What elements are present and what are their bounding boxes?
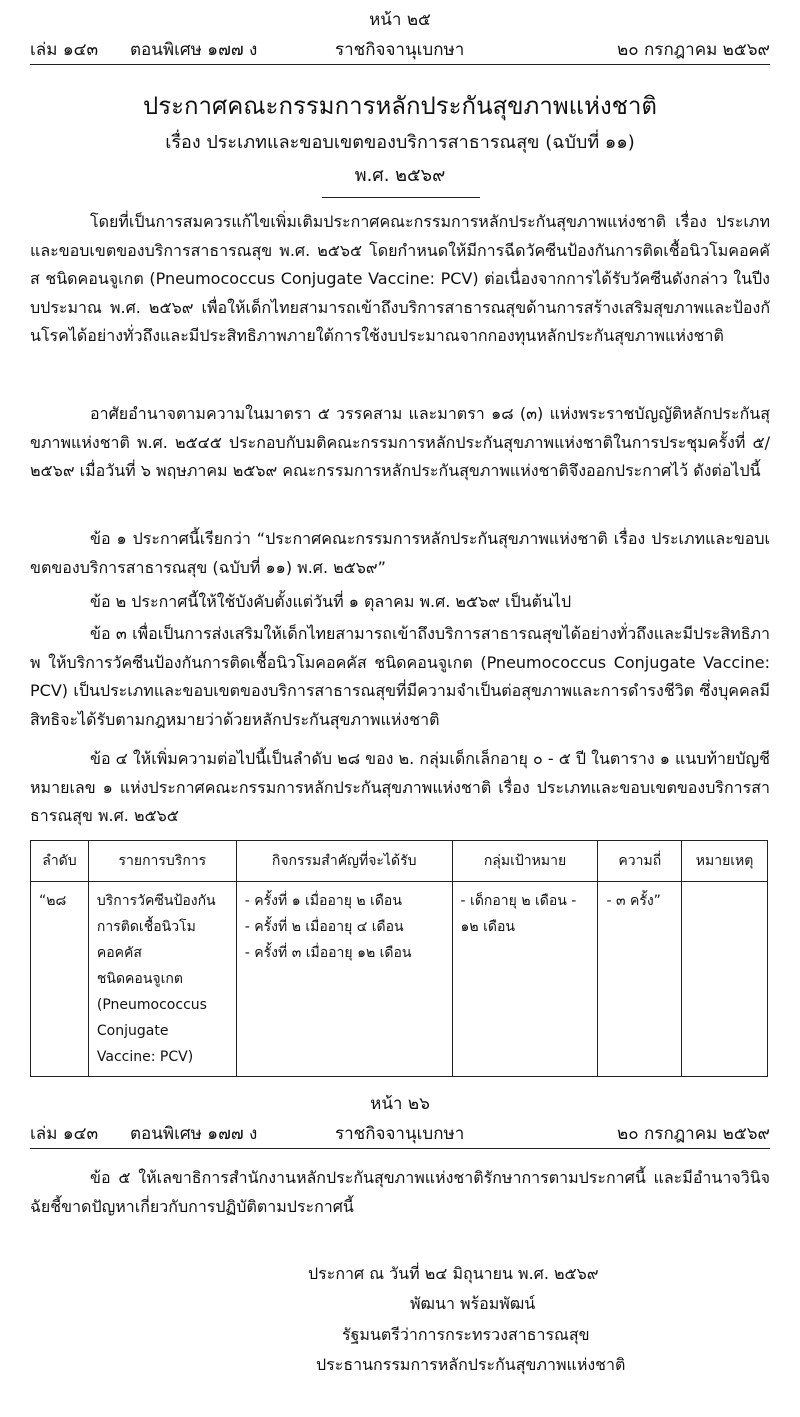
clause-3: ข้อ ๓ เพื่อเป็นการส่งเสริมให้เด็กไทยสามารถเข้าถึงบริการสาธารณสุขได้อย่างทั่วถึงและมีประสิทธิภาพ ให้บริการวัคซีนป้องกันการติดเชื้อนิวโมคอคคัส ชนิดคอนจูเกต (Pneumococcus Conjugate Vaccine: PCV) เป็นประเภทและขอบเขตของบริการสาธารณสุขที่มีความจำเป็นต่อสุขภาพและการดำรงชีวิต ซึ่งบุคคลมีสิทธิจะได้รับตามกฎหมายว่าด้วยหลักประกันสุขภาพแห่งชาติ [30, 624, 770, 729]
page-number: หน้า ๒๕ [369, 10, 431, 30]
signatory-name: พัฒนา พร้อมพัฒน์ [410, 1294, 536, 1313]
cell-frequency: - ๓ ครั้ง” [598, 882, 682, 1077]
service-line: Vaccine: PCV) [96, 1049, 194, 1065]
service-line: Conjugate [96, 1023, 169, 1039]
document-subject: เรื่อง ประเภทและขอบเขตของบริการสาธารณสุข (ฉบับที่ ๑๑) [165, 132, 635, 153]
clause-4: ข้อ ๔ ให้เพิ่มความต่อไปนี้เป็นลำดับ ๒๘ ของ ๒. กลุ่มเด็กเล็กอายุ ๐ - ๕ ปี ในตาราง ๑ แนบท้ายบัญชีหมายเลข ๑ แห่งประกาศคณะกรรมการหลักประกันสุขภาพแห่งชาติ เรื่อง ประเภทและขอบเขตของบริการสาธารณสุข พ.ศ. ๒๕๖๕ [30, 749, 770, 825]
cell-remark [682, 882, 768, 1077]
clause-5: ข้อ ๕ ให้เลขาธิการสำนักงานหลักประกันสุขภาพแห่งชาติรักษาการตามประกาศนี้ และมีอำนาจวินิจฉัยชี้ขาดปัญหาเกี่ยวกับการปฏิบัติตามประกาศนี้ [30, 1168, 770, 1216]
date-label: ๒๐ กรกฎาคม ๒๕๖๙ [617, 40, 770, 60]
target-line: ๑๒ เดือน [460, 919, 515, 935]
col-header-order: ลำดับ [31, 841, 89, 882]
activity-line: - ครั้งที่ ๑ เมื่ออายุ ๒ เดือน [244, 893, 402, 909]
page-number-2: หน้า ๒๖ [370, 1094, 430, 1114]
cell-activities [236, 882, 452, 1077]
target-line: - เด็กอายุ ๒ เดือน - [460, 893, 577, 909]
cell-order: “๒๘ [31, 882, 89, 1077]
cell-service [88, 882, 236, 1077]
activity-line: - ครั้งที่ ๓ เมื่ออายุ ๑๒ เดือน [244, 945, 412, 961]
header-divider [30, 64, 770, 65]
col-header-frequency: ความถี่ [598, 841, 682, 882]
service-line: การติดเชื้อนิวโม [96, 919, 196, 935]
volume-label: เล่ม ๑๔๓ [30, 1124, 99, 1144]
cell-target [452, 882, 598, 1077]
col-header-service: รายการบริการ [88, 841, 236, 882]
volume-label: เล่ม ๑๔๓ [30, 40, 99, 60]
gazette-label: ราชกิจจานุเบกษา [335, 40, 465, 60]
col-header-remark: หมายเหตุ [682, 841, 768, 882]
table-row [31, 882, 768, 1077]
signatory-position-2: ประธานกรรมการหลักประกันสุขภาพแห่งชาติ [316, 1355, 626, 1374]
activity-line: - ครั้งที่ ๒ เมื่ออายุ ๔ เดือน [244, 919, 404, 935]
service-line: บริการวัคซีนป้องกัน [96, 893, 216, 909]
date-label: ๒๐ กรกฎาคม ๒๕๖๙ [617, 1124, 770, 1144]
service-line: (Pneumococcus [96, 997, 207, 1013]
paragraph-authority: อาศัยอำนาจตามความในมาตรา ๕ วรรคสาม และมาตรา ๑๘ (๓) แห่งพระราชบัญญัติหลักประกันสุขภาพแห่งชาติ พ.ศ. ๒๕๔๕ ประกอบกับมติคณะกรรมการหลักประกันสุขภาพแห่งชาติในการประชุมครั้งที่ ๕/๒๕๖๙ เมื่อวันที่ ๖ พฤษภาคม ๒๕๖๙ คณะกรรมการหลักประกันสุขภาพแห่งชาติจึงออกประกาศไว้ ดังต่อไปนี้ [30, 404, 770, 480]
document-year: พ.ศ. ๒๕๖๙ [354, 165, 446, 186]
document-title: ประกาศคณะกรรมการหลักประกันสุขภาพแห่งชาติ [142, 92, 658, 120]
paragraph-preamble: โดยที่เป็นการสมควรแก้ไขเพิ่มเติมประกาศคณะกรรมการหลักประกันสุขภาพแห่งชาติ เรื่อง ประเภทและขอบเขตของบริการสาธารณสุข พ.ศ. ๒๕๖๕ โดยกำหนดให้มีการฉีดวัคซีนป้องกันการติดเชื้อนิวโมคอคคัส ชนิดคอนจูเกต (Pneumococcus Conjugate Vaccine: PCV) ต่อเนื่องจากการได้รับวัคซีนดังกล่าว ในปีงบประมาณ พ.ศ. ๒๕๖๙ เพื่อให้เด็กไทยสามารถเข้าถึงบริการสาธารณสุขด้านการสร้างเสริมสุขภาพและป้องกันโรคได้อย่างทั่วถึงและมีประสิทธิภาพภายใต้การใช้งบประมาณจากกองทุนหลักประกันสุขภาพแห่งชาติ [30, 212, 770, 345]
clause-2: ข้อ ๒ ประกาศนี้ให้ใช้บังคับตั้งแต่วันที่ ๑ ตุลาคม พ.ศ. ๒๕๖๙ เป็นต้นไป [90, 592, 572, 611]
col-header-target: กลุ่มเป้าหมาย [452, 841, 598, 882]
gazette-label: ราชกิจจานุเบกษา [335, 1124, 465, 1144]
service-line: คอคคัส [96, 945, 142, 961]
table-header-row [31, 841, 768, 882]
clause-1: ข้อ ๑ ประกาศนี้เรียกว่า “ประกาศคณะกรรมการหลักประกันสุขภาพแห่งชาติ เรื่อง ประเภทและขอบเขตของบริการสาธารณสุข (ฉบับที่ ๑๑) พ.ศ. ๒๕๖๙” [30, 529, 770, 577]
col-header-activities: กิจกรรมสำคัญที่จะได้รับ [236, 841, 452, 882]
section-label: ตอนพิเศษ ๑๗๗ ง [130, 40, 258, 60]
header-divider-2 [30, 1148, 770, 1149]
service-line: ชนิดคอนจูเกต [96, 971, 183, 987]
title-divider [322, 197, 480, 198]
announcement-date: ประกาศ ณ วันที่ ๒๔ มิถุนายน พ.ศ. ๒๕๖๙ [308, 1264, 599, 1283]
section-label: ตอนพิเศษ ๑๗๗ ง [130, 1124, 258, 1144]
service-table [30, 840, 768, 1077]
signatory-position-1: รัฐมนตรีว่าการกระทรวงสาธารณสุข [342, 1325, 590, 1344]
